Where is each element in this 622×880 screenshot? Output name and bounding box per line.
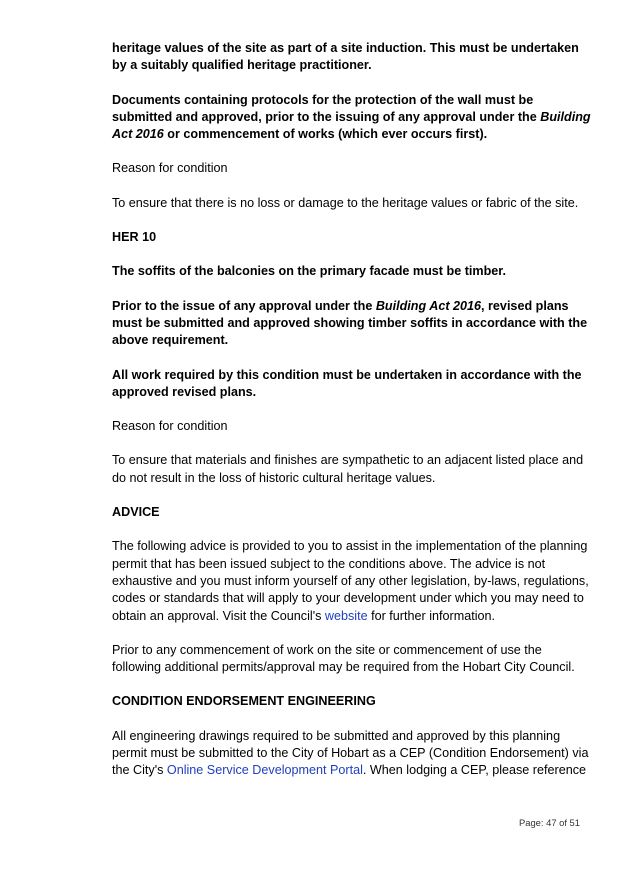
soffits-paragraph: The soffits of the balconies on the primary facade must be timber. xyxy=(112,264,506,279)
website-link[interactable]: website xyxy=(324,608,368,623)
condition-heading-her10: HER 10 xyxy=(112,230,157,245)
advice-paragraph: The following advice is provided to you to assist in the implementation of the planning permit that has been issued subject to the conditions above. The advice is not exhaustive and you must inform yourself of any other legislation, by-laws, regulations, codes or standards that will apply to your development under which you may need to obtain an approval. Visit the Council's website for further information. xyxy=(112,539,589,623)
revised-plans-paragraph: Prior to the issue of any approval under the Building Act 2016, revised plans must be submitted and approved showing timber soffits in accordance with the above requirement. xyxy=(112,298,588,348)
engineering-paragraph: All engineering drawings required to be submitted and approved by this planning permit must be submitted to the City of Hobart as a CEP (Condition Endorsement) via the City's Online Service Development Portal. When lodging a CEP, please reference xyxy=(112,728,589,778)
protocols-paragraph: Documents containing protocols for the protection of the wall must be submitted and approved, prior to the issuing of any approval under the Building Act 2016 or commencement of works (which ever occurs first). xyxy=(112,92,591,142)
building-act-reference: Building Act 2016 xyxy=(375,298,482,313)
reason-label: Reason for condition xyxy=(112,161,228,176)
page-number: Page: 47 of 51 xyxy=(519,817,580,828)
development-portal-link[interactable]: Online Service Development Portal xyxy=(166,763,363,778)
reason-text: To ensure that materials and finishes are sympathetic to an adjacent listed place and do not result in the loss of historic cultural heritage values. xyxy=(112,453,584,485)
work-required-paragraph: All work required by this condition must be undertaken in accordance with the approved revised plans. xyxy=(112,367,582,399)
reason-text: To ensure that there is no loss or damage to the heritage values or fabric of the site. xyxy=(112,195,579,210)
reason-label: Reason for condition xyxy=(112,419,228,434)
advice-heading: ADVICE xyxy=(112,505,160,520)
page-body xyxy=(112,40,592,780)
engineering-heading: CONDITION ENDORSEMENT ENGINEERING xyxy=(112,694,376,709)
permits-paragraph: Prior to any commencement of work on the site or commencement of use the following additional permits/approval may be required from the Hobart City Council. xyxy=(112,642,575,675)
building-act-reference: Building Act 2016 xyxy=(112,109,591,142)
induction-paragraph: heritage values of the site as part of a site induction. This must be undertaken by a suitably qualified heritage practitioner. xyxy=(112,41,579,73)
